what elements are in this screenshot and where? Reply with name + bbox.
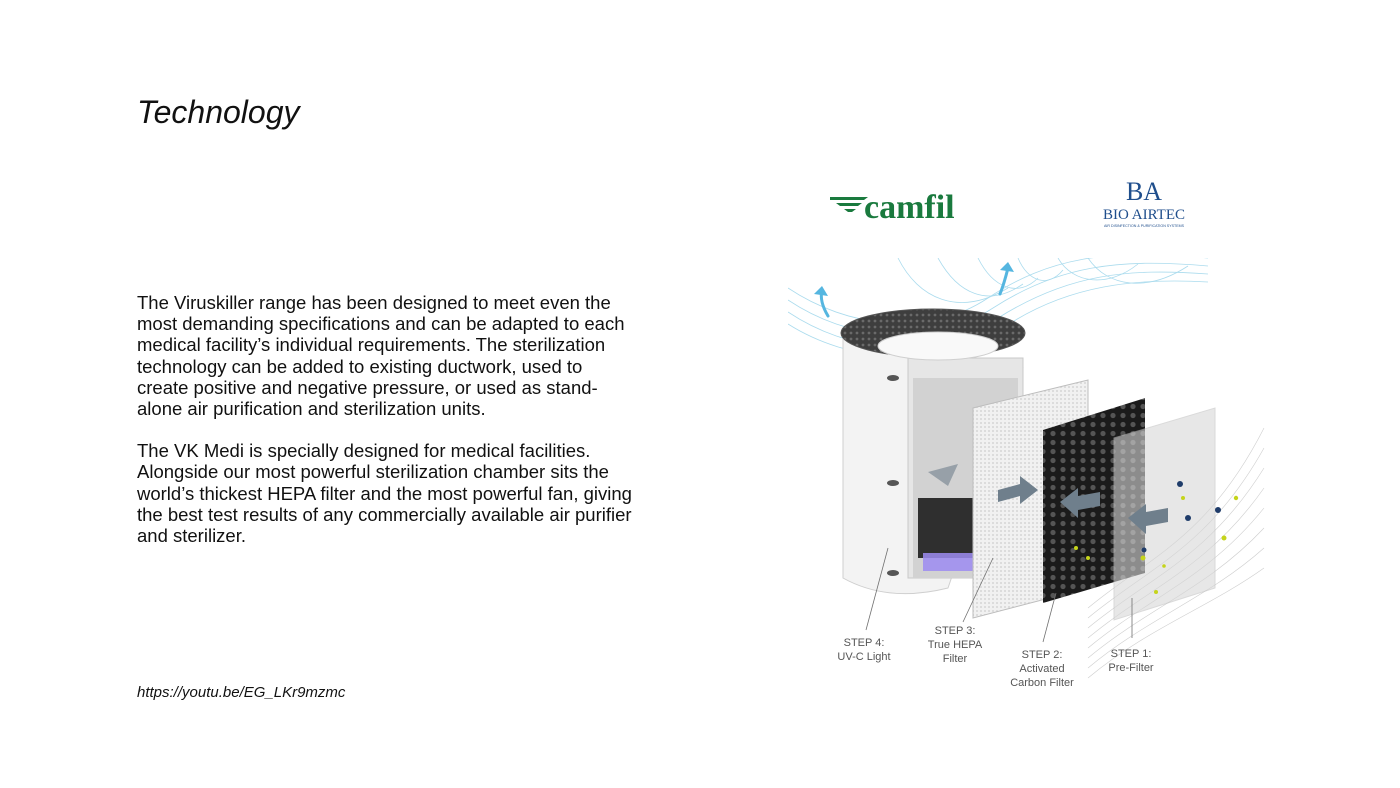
step4-label-line1: STEP 4: bbox=[843, 637, 885, 649]
camfil-logo bbox=[828, 186, 968, 226]
step3-label-line3: Filter bbox=[942, 653, 968, 665]
bio-airtec-wordmark: BIO AIRTEC bbox=[1102, 207, 1186, 223]
bio-airtec-tagline: AIR DISINFECTION & PURIFICATION SYSTEMS bbox=[1103, 224, 1185, 228]
paragraph-vk-medi: The VK Medi is specially designed for medical facilities. Alongside our most powerful sterilization chamber sits the world’s thickest HEPA filter and the most powerful fan, giving the best test results of any commercially available air purifier and sterilizer. bbox=[137, 440, 632, 547]
bio-airtec-logo bbox=[1094, 178, 1194, 230]
step3-label-line1: STEP 3: bbox=[934, 625, 976, 637]
step4-label-line2: UV-C Light bbox=[837, 651, 891, 663]
bio-airtec-mark: BA bbox=[1125, 178, 1163, 206]
step2-label-line2: Activated bbox=[1019, 663, 1065, 675]
air-purifier-illustration bbox=[788, 258, 1268, 694]
body-text bbox=[137, 292, 637, 567]
airflow-arrows bbox=[821, 268, 1008, 316]
step2-label-line1: STEP 2: bbox=[1021, 649, 1063, 661]
step1-label-line2: Pre-Filter bbox=[1108, 662, 1154, 674]
youtube-link[interactable]: https://youtu.be/EG_LKr9mzmc bbox=[137, 684, 346, 701]
step2-label-line3: Carbon Filter bbox=[1010, 677, 1074, 689]
page-title: Technology bbox=[137, 94, 300, 130]
paragraph-viruskiller: The Viruskiller range has been designed to meet even the most demanding specifications and can be adapted to each medical facility’s individual requirements. The sterilization technology can be added to existing ductwork, used to create positive and negative pressure, or used as stand-alone air purification and sterilization units. bbox=[137, 292, 625, 420]
step3-label-line2: True HEPA bbox=[927, 639, 983, 651]
step1-label-line1: STEP 1: bbox=[1110, 648, 1152, 660]
camfil-wordmark: camfil bbox=[864, 189, 955, 226]
